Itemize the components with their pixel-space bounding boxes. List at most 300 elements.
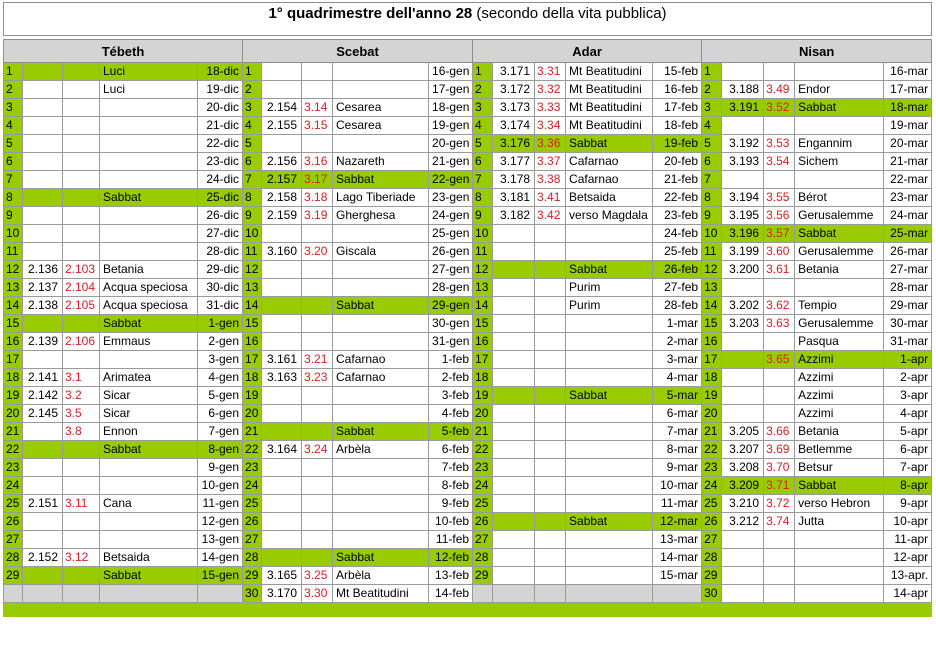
chapter-reference [764, 405, 795, 423]
volume-reference [262, 279, 302, 297]
volume-reference [722, 549, 764, 567]
place-name: Jutta [795, 513, 884, 531]
day-number: 25 [243, 495, 262, 513]
chapter-reference: 2.105 [63, 297, 100, 315]
day-number: 12 [4, 261, 23, 279]
chapter-reference: 3.30 [302, 585, 333, 603]
place-name [100, 459, 198, 477]
volume-reference: 2.151 [23, 495, 63, 513]
volume-reference: 3.203 [722, 315, 764, 333]
chapter-reference [302, 297, 333, 315]
place-name: Luci [100, 63, 198, 81]
gregorian-date: 10-gen [198, 477, 243, 495]
place-name [100, 171, 198, 189]
table-row [4, 99, 932, 117]
chapter-reference [535, 531, 566, 549]
place-name: Sabbat [566, 261, 653, 279]
place-name [100, 531, 198, 549]
day-number: 14 [702, 297, 722, 315]
day-number: 2 [4, 81, 23, 99]
gregorian-date: 21-dic [198, 117, 243, 135]
place-name [333, 405, 429, 423]
chapter-reference [764, 333, 795, 351]
volume-reference [493, 459, 535, 477]
volume-reference [262, 315, 302, 333]
day-number: 20 [4, 405, 23, 423]
chapter-reference: 3.66 [764, 423, 795, 441]
place-name: Acqua speciosa [100, 279, 198, 297]
chapter-reference: 3.24 [302, 441, 333, 459]
gregorian-date: 14-apr [884, 585, 932, 603]
chapter-reference: 3.65 [764, 351, 795, 369]
volume-reference [493, 333, 535, 351]
volume-reference [493, 495, 535, 513]
volume-reference: 3.208 [722, 459, 764, 477]
table-row [4, 225, 932, 243]
day-number: 17 [473, 351, 493, 369]
volume-reference [262, 63, 302, 81]
gregorian-date: 4-feb [429, 405, 473, 423]
day-number: 20 [473, 405, 493, 423]
day-number: 15 [702, 315, 722, 333]
volume-reference [722, 387, 764, 405]
place-name: Pasqua [795, 333, 884, 351]
month-header: Tébeth [4, 40, 243, 63]
table-row [4, 423, 932, 441]
place-name: Ennon [100, 423, 198, 441]
chapter-reference [764, 369, 795, 387]
chapter-reference: 3.53 [764, 135, 795, 153]
chapter-reference: 3.70 [764, 459, 795, 477]
gregorian-date: 6-apr [884, 441, 932, 459]
chapter-reference [535, 333, 566, 351]
place-name [333, 63, 429, 81]
day-number: 4 [702, 117, 722, 135]
table-row [4, 477, 932, 495]
day-number: 23 [243, 459, 262, 477]
table-row [4, 459, 932, 477]
day-number: 18 [473, 369, 493, 387]
chapter-reference [764, 531, 795, 549]
day-number: 19 [473, 387, 493, 405]
gregorian-date: 12-feb [429, 549, 473, 567]
chapter-reference [63, 135, 100, 153]
gregorian-date: 20-dic [198, 99, 243, 117]
month-header-row [4, 40, 932, 63]
gregorian-date: 6-mar [653, 405, 702, 423]
day-number: 2 [473, 81, 493, 99]
chapter-reference [535, 297, 566, 315]
place-name: Sabbat [566, 387, 653, 405]
chapter-reference [302, 315, 333, 333]
table-row [4, 135, 932, 153]
chapter-reference [535, 513, 566, 531]
footer-strip [4, 603, 932, 617]
day-number: 1 [473, 63, 493, 81]
place-name: Sicar [100, 387, 198, 405]
volume-reference: 3.196 [722, 225, 764, 243]
day-number: 7 [702, 171, 722, 189]
day-number: 14 [243, 297, 262, 315]
place-name: Mt Beatitudini [566, 81, 653, 99]
place-name [566, 459, 653, 477]
day-number: 15 [473, 315, 493, 333]
volume-reference [493, 261, 535, 279]
day-number: 13 [243, 279, 262, 297]
gregorian-date: 9-feb [429, 495, 473, 513]
day-number: 8 [473, 189, 493, 207]
place-name [100, 117, 198, 135]
table-row [4, 171, 932, 189]
volume-reference [23, 423, 63, 441]
gregorian-date: 27-gen [429, 261, 473, 279]
gregorian-date: 11-apr [884, 531, 932, 549]
volume-reference [262, 549, 302, 567]
chapter-reference [63, 513, 100, 531]
chapter-reference: 3.15 [302, 117, 333, 135]
day-number: 6 [473, 153, 493, 171]
day-number: 27 [243, 531, 262, 549]
volume-reference: 3.191 [722, 99, 764, 117]
month-header: Nisan [702, 40, 932, 63]
chapter-reference [764, 279, 795, 297]
chapter-reference [535, 225, 566, 243]
day-number: 21 [473, 423, 493, 441]
place-name: Mt Beatitudini [566, 63, 653, 81]
day-number: 15 [4, 315, 23, 333]
place-name [100, 135, 198, 153]
table-row [4, 441, 932, 459]
volume-reference [262, 477, 302, 495]
chapter-reference [535, 387, 566, 405]
volume-reference [493, 567, 535, 585]
gregorian-date: 1-gen [198, 315, 243, 333]
volume-reference: 2.141 [23, 369, 63, 387]
chapter-reference [63, 189, 100, 207]
chapter-reference [302, 405, 333, 423]
table-row [4, 585, 932, 603]
gregorian-date: 20-feb [653, 153, 702, 171]
day-number: 11 [243, 243, 262, 261]
place-name: Mt Beatitudini [333, 585, 429, 603]
day-number: 30 [243, 585, 262, 603]
gregorian-date: 7-mar [653, 423, 702, 441]
place-name [566, 405, 653, 423]
gregorian-date: 11-feb [429, 531, 473, 549]
gregorian-date: 21-feb [653, 171, 702, 189]
volume-reference [493, 549, 535, 567]
day-number [4, 585, 23, 603]
day-number: 24 [473, 477, 493, 495]
chapter-reference: 3.49 [764, 81, 795, 99]
day-number: 11 [473, 243, 493, 261]
place-name: Sabbat [333, 171, 429, 189]
day-number: 21 [702, 423, 722, 441]
day-number [473, 585, 493, 603]
chapter-reference [535, 405, 566, 423]
volume-reference [722, 117, 764, 135]
place-name [566, 567, 653, 585]
day-number: 20 [243, 405, 262, 423]
gregorian-date: 2-feb [429, 369, 473, 387]
day-number: 25 [4, 495, 23, 513]
volume-reference [23, 207, 63, 225]
table-row [4, 513, 932, 531]
day-number: 24 [702, 477, 722, 495]
day-number: 23 [4, 459, 23, 477]
gregorian-date: 16-gen [429, 63, 473, 81]
place-name [795, 279, 884, 297]
day-number: 11 [4, 243, 23, 261]
gregorian-date: 14-mar [653, 549, 702, 567]
volume-reference [23, 441, 63, 459]
day-number: 8 [4, 189, 23, 207]
day-number: 10 [4, 225, 23, 243]
place-name: Cesarea [333, 99, 429, 117]
table-row [4, 189, 932, 207]
volume-reference [23, 477, 63, 495]
place-name: Engannim [795, 135, 884, 153]
gregorian-date: 25-feb [653, 243, 702, 261]
place-name: Gerusalemme [795, 315, 884, 333]
day-number: 3 [473, 99, 493, 117]
chapter-reference [535, 261, 566, 279]
day-number: 1 [4, 63, 23, 81]
day-number: 25 [702, 495, 722, 513]
day-number: 22 [4, 441, 23, 459]
day-number: 21 [243, 423, 262, 441]
chapter-reference [764, 585, 795, 603]
volume-reference [262, 225, 302, 243]
chapter-reference [764, 387, 795, 405]
chapter-reference: 3.42 [535, 207, 566, 225]
day-number: 28 [702, 549, 722, 567]
chapter-reference: 3.17 [302, 171, 333, 189]
volume-reference: 2.136 [23, 261, 63, 279]
day-number: 16 [473, 333, 493, 351]
place-name [100, 585, 198, 603]
gregorian-date: 1-apr [884, 351, 932, 369]
volume-reference: 3.210 [722, 495, 764, 513]
volume-reference: 2.145 [23, 405, 63, 423]
volume-reference [493, 387, 535, 405]
place-name: Betania [795, 261, 884, 279]
chapter-reference: 3.63 [764, 315, 795, 333]
chapter-reference [63, 117, 100, 135]
place-name: Sabbat [100, 567, 198, 585]
volume-reference: 3.176 [493, 135, 535, 153]
volume-reference: 3.160 [262, 243, 302, 261]
volume-reference [722, 531, 764, 549]
volume-reference [262, 297, 302, 315]
place-name: Lago Tiberiade [333, 189, 429, 207]
volume-reference [493, 441, 535, 459]
chapter-reference: 3.55 [764, 189, 795, 207]
place-name [566, 225, 653, 243]
gregorian-date: 4-mar [653, 369, 702, 387]
day-number: 22 [243, 441, 262, 459]
page-title [3, 2, 932, 36]
chapter-reference: 3.14 [302, 99, 333, 117]
volume-reference [262, 135, 302, 153]
day-number: 10 [702, 225, 722, 243]
table-row [4, 495, 932, 513]
gregorian-date: 19-feb [653, 135, 702, 153]
gregorian-date: 17-gen [429, 81, 473, 99]
volume-reference: 3.170 [262, 585, 302, 603]
gregorian-date: 16-mar [884, 63, 932, 81]
title-bold: 1° quadrimestre dell'anno 28 [268, 5, 473, 22]
place-name: Betsaida [566, 189, 653, 207]
place-name: Cafarnao [333, 351, 429, 369]
gregorian-date: 10-mar [653, 477, 702, 495]
gregorian-date: 19-dic [198, 81, 243, 99]
gregorian-date: 23-dic [198, 153, 243, 171]
gregorian-date: 13-apr. [884, 567, 932, 585]
gregorian-date: 28-mar [884, 279, 932, 297]
gregorian-date: 12-mar [653, 513, 702, 531]
volume-reference [23, 189, 63, 207]
day-number: 24 [243, 477, 262, 495]
volume-reference [262, 261, 302, 279]
chapter-reference: 3.8 [63, 423, 100, 441]
day-number: 19 [702, 387, 722, 405]
day-number: 18 [4, 369, 23, 387]
volume-reference: 3.178 [493, 171, 535, 189]
volume-reference: 3.199 [722, 243, 764, 261]
place-name: Sichem [795, 153, 884, 171]
chapter-reference: 3.61 [764, 261, 795, 279]
day-number: 14 [473, 297, 493, 315]
place-name: Mt Beatitudini [566, 117, 653, 135]
chapter-reference: 3.25 [302, 567, 333, 585]
day-number: 9 [4, 207, 23, 225]
place-name: Sabbat [100, 315, 198, 333]
day-number: 24 [4, 477, 23, 495]
gregorian-date: 29-dic [198, 261, 243, 279]
volume-reference [493, 369, 535, 387]
chapter-reference: 3.11 [63, 495, 100, 513]
chapter-reference: 3.56 [764, 207, 795, 225]
place-name [566, 441, 653, 459]
chapter-reference [63, 243, 100, 261]
footer-bar [4, 603, 932, 617]
gregorian-date: 13-mar [653, 531, 702, 549]
place-name [100, 243, 198, 261]
day-number: 29 [702, 567, 722, 585]
place-name [333, 531, 429, 549]
day-number: 20 [702, 405, 722, 423]
chapter-reference [63, 171, 100, 189]
volume-reference: 3.177 [493, 153, 535, 171]
gregorian-date: 12-apr [884, 549, 932, 567]
table-row [4, 531, 932, 549]
chapter-reference: 3.1 [63, 369, 100, 387]
chapter-reference [302, 549, 333, 567]
place-name [795, 117, 884, 135]
gregorian-date: 5-gen [198, 387, 243, 405]
volume-reference: 3.205 [722, 423, 764, 441]
chapter-reference [63, 441, 100, 459]
place-name: Cafarnao [566, 171, 653, 189]
gregorian-date: 5-feb [429, 423, 473, 441]
chapter-reference: 3.54 [764, 153, 795, 171]
day-number: 9 [473, 207, 493, 225]
gregorian-date: 10-apr [884, 513, 932, 531]
table-row [4, 117, 932, 135]
day-number: 4 [473, 117, 493, 135]
chapter-reference [535, 369, 566, 387]
place-name: Sicar [100, 405, 198, 423]
place-name: Betania [795, 423, 884, 441]
gregorian-date: 29-mar [884, 297, 932, 315]
gregorian-date: 15-feb [653, 63, 702, 81]
chapter-reference [302, 261, 333, 279]
volume-reference [493, 297, 535, 315]
place-name: Purim [566, 297, 653, 315]
gregorian-date: 26-dic [198, 207, 243, 225]
gregorian-date: 9-mar [653, 459, 702, 477]
day-number: 5 [702, 135, 722, 153]
volume-reference [493, 405, 535, 423]
chapter-reference [63, 585, 100, 603]
gregorian-date: 9-apr [884, 495, 932, 513]
place-name: Purim [566, 279, 653, 297]
volume-reference [722, 279, 764, 297]
chapter-reference [63, 153, 100, 171]
day-number: 29 [4, 567, 23, 585]
place-name: Sabbat [333, 549, 429, 567]
volume-reference [493, 279, 535, 297]
volume-reference [262, 495, 302, 513]
volume-reference: 3.174 [493, 117, 535, 135]
volume-reference: 2.154 [262, 99, 302, 117]
place-name [333, 459, 429, 477]
day-number: 1 [702, 63, 722, 81]
volume-reference: 3.195 [722, 207, 764, 225]
day-number: 13 [473, 279, 493, 297]
volume-reference: 3.209 [722, 477, 764, 495]
chapter-reference [302, 423, 333, 441]
place-name: Betania [100, 261, 198, 279]
chapter-reference [63, 567, 100, 585]
place-name [100, 351, 198, 369]
calendar-table [3, 39, 932, 617]
chapter-reference: 3.12 [63, 549, 100, 567]
gregorian-date: 31-dic [198, 297, 243, 315]
chapter-reference [63, 351, 100, 369]
volume-reference [262, 513, 302, 531]
place-name [333, 261, 429, 279]
chapter-reference [63, 207, 100, 225]
place-name [100, 225, 198, 243]
volume-reference: 2.156 [262, 153, 302, 171]
place-name: Cesarea [333, 117, 429, 135]
place-name [566, 585, 653, 603]
volume-reference: 2.159 [262, 207, 302, 225]
place-name: Gerusalemme [795, 243, 884, 261]
gregorian-date: 4-apr [884, 405, 932, 423]
volume-reference [493, 477, 535, 495]
title-subtitle: (secondo della vita pubblica) [476, 5, 667, 22]
chapter-reference [535, 549, 566, 567]
chapter-reference: 3.41 [535, 189, 566, 207]
day-number: 18 [702, 369, 722, 387]
gregorian-date: 24-feb [653, 225, 702, 243]
chapter-reference [302, 279, 333, 297]
gregorian-date: 14-gen [198, 549, 243, 567]
chapter-reference [302, 531, 333, 549]
